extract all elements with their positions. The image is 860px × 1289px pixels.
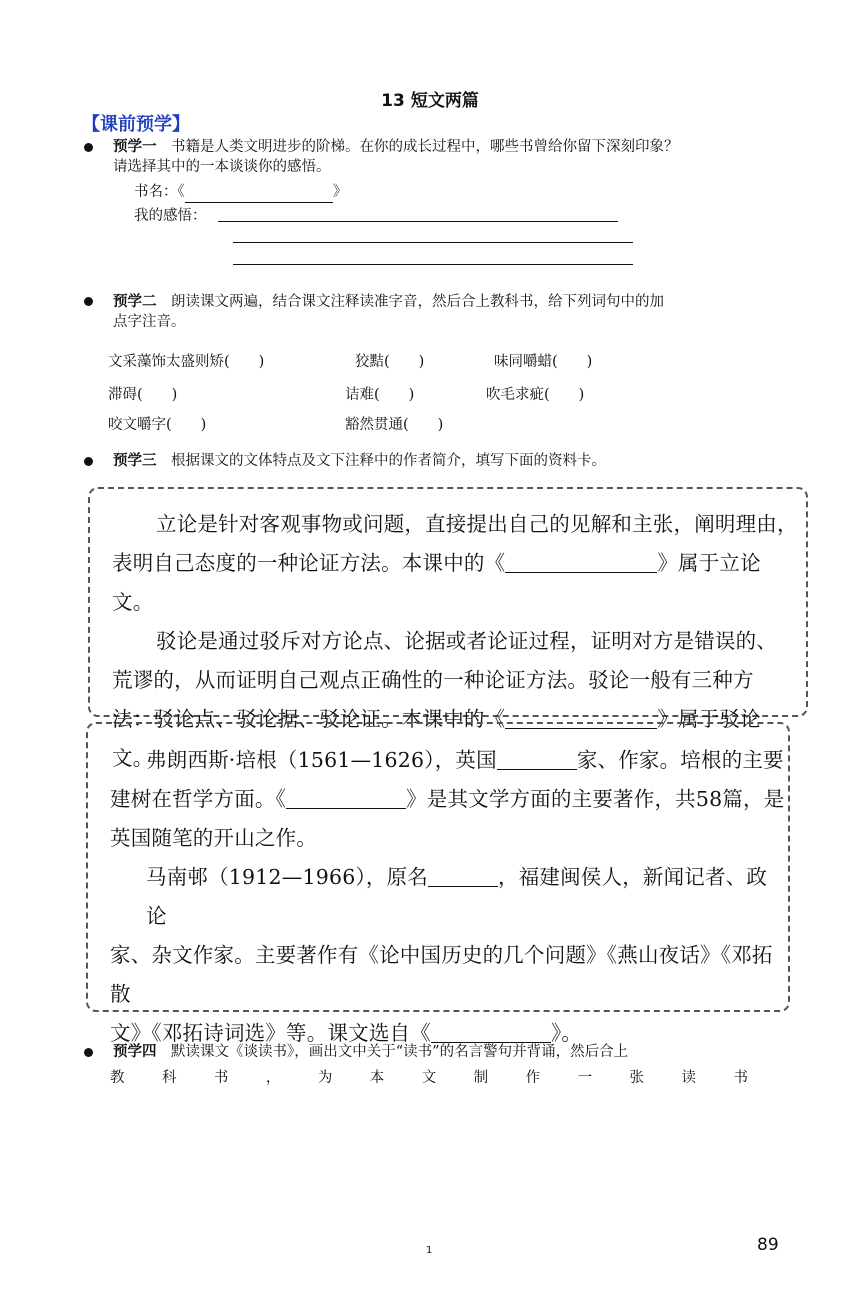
footer-page-index: 1 bbox=[426, 1245, 433, 1256]
pinyin-item[interactable]: 滞碍( ) bbox=[108, 387, 178, 403]
question-2: 预学二 朗读课文两遍，结合课文注释读准字音，然后合上教科书，给下列词句中的加 点字注音。 bbox=[113, 294, 664, 330]
pinyin-item[interactable]: 豁然贯通( ) bbox=[345, 417, 444, 433]
book-name-blank[interactable] bbox=[185, 182, 333, 203]
question-3: 预学三 根据课文的文体特点及文下注释中的作者简介，填写下面的资料卡。 bbox=[113, 453, 606, 469]
question-4-lead: 预学四 bbox=[113, 1044, 157, 1060]
pinyin-item[interactable]: 咬文嚼字( ) bbox=[108, 417, 207, 433]
info-card-authors-text: 弗朗西斯·培根（1561—1626），英国 家、作家。培根的主要 建树在哲学方面。《 》是其文学方面的主要著作，共58篇，是 英国随笔的开山之作。 马南邨（1912—1966），原名 ，福建闽侯人，新闻记者、政论 家、杂文作家。主要著作有《论中国历史的几个问题》《燕山夜话》《邓拓散 文》《邓拓诗词选》等。课文选自《 》。 bbox=[110, 748, 785, 1045]
bacon-work-blank[interactable] bbox=[286, 788, 406, 810]
original-name-blank[interactable] bbox=[428, 866, 498, 888]
bullet-icon bbox=[84, 143, 93, 152]
question-4-justified-line: 教 科 书 ， 为 本 文 制 作 一 张 读 书 bbox=[110, 1070, 748, 1086]
pinyin-item[interactable]: 味同嚼蜡( ) bbox=[494, 354, 593, 370]
lilun-title-blank[interactable] bbox=[505, 552, 657, 574]
page-number: 89 bbox=[757, 1235, 779, 1255]
pinyin-item[interactable]: 狡黠( ) bbox=[355, 354, 425, 370]
question-1: 预学一 书籍是人类文明进步的阶梯。在你的成长过程中，哪些书曾给你留下深刻印象？ 请选择其中的一本谈谈你的感悟。 bbox=[113, 139, 679, 175]
feeling-label: 我的感悟： bbox=[134, 208, 207, 224]
bullet-icon bbox=[84, 1048, 93, 1057]
section-heading: 【课前预学】 bbox=[82, 114, 190, 135]
pinyin-item[interactable]: 吹毛求疵( ) bbox=[486, 387, 585, 403]
feeling-line-3[interactable] bbox=[233, 264, 633, 265]
book-name-row: 书名：《 》 bbox=[134, 182, 347, 203]
info-card-argument-text: 立论是针对客观事物或问题，直接提出自己的见解和主张，阐明理由， 表明自己态度的一种论证方法。本课中的《 》属于立论文。 驳论是通过驳斥对方论点、论据或者论证过程，证明对方是错误的、 荒谬的，从而证明自己观点正确性的一种论证方法。驳论一般有三种方 法：驳论点、驳论据、驳论证。本课中的《 》属于驳论文。 bbox=[112, 512, 798, 770]
question-2-lead: 预学二 bbox=[113, 294, 157, 310]
bullet-icon bbox=[84, 457, 93, 466]
bacon-title-blank[interactable] bbox=[497, 749, 577, 771]
pinyin-item[interactable]: 诘难( ) bbox=[345, 387, 415, 403]
bullet-icon bbox=[84, 297, 93, 306]
pinyin-item[interactable]: 文采藻饰太盛则矫( ) bbox=[108, 354, 265, 370]
question-4: 预学四 默读课文《谈读书》，画出文中关于“读书”的名言警句并背诵，然后合上 bbox=[113, 1044, 629, 1060]
question-1-lead: 预学一 bbox=[113, 139, 157, 155]
feeling-line-2[interactable] bbox=[233, 242, 633, 243]
page-title: 13 短文两篇 bbox=[381, 91, 479, 111]
source-book-blank[interactable] bbox=[431, 1022, 551, 1044]
question-3-lead: 预学三 bbox=[113, 453, 157, 469]
feeling-line-1[interactable] bbox=[218, 221, 618, 222]
